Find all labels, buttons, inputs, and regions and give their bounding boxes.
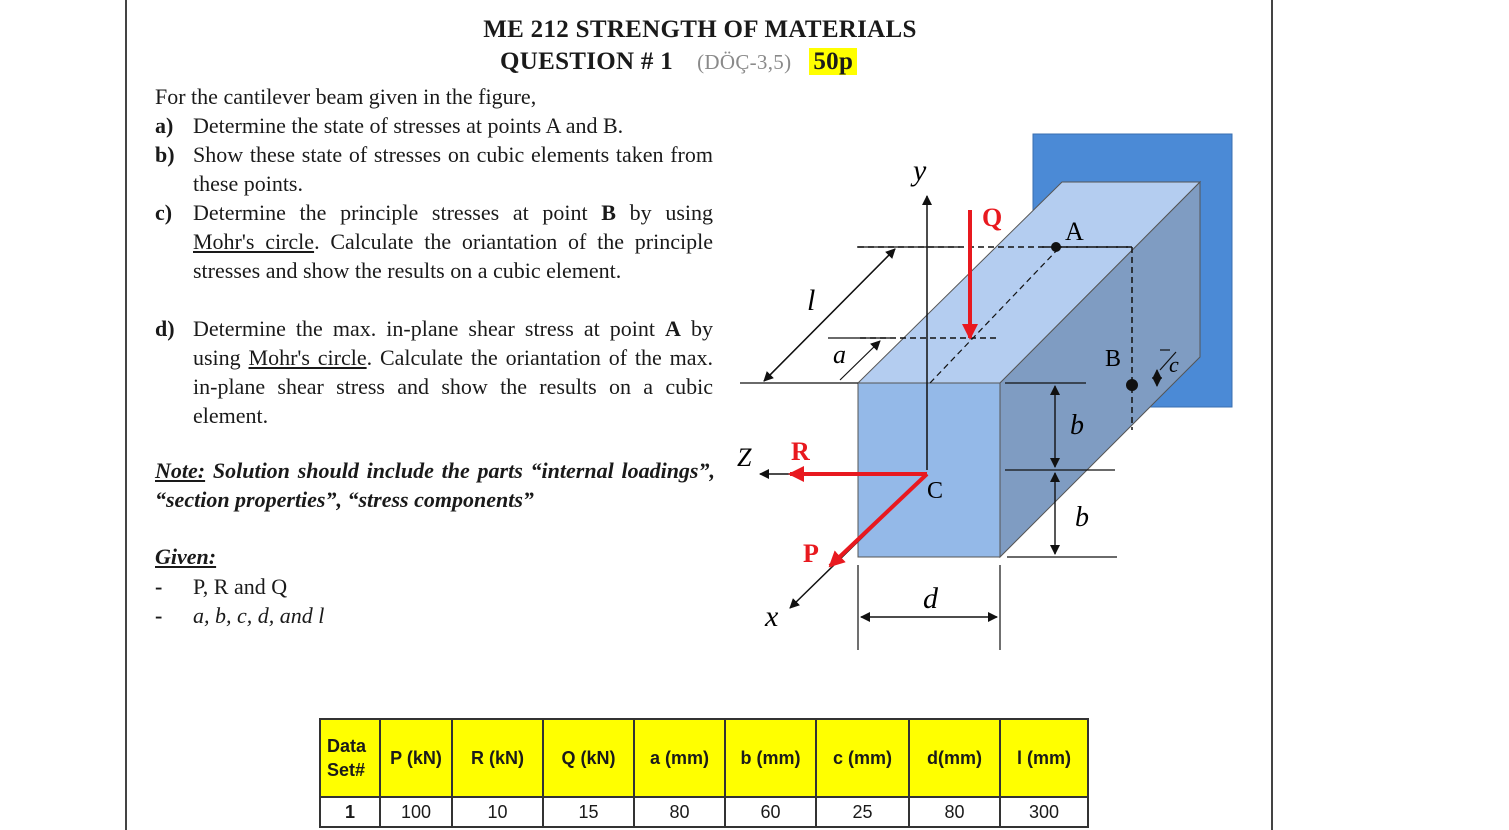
table-cell: 15 xyxy=(543,797,634,827)
table-cell: 100 xyxy=(380,797,452,827)
table-header-cell: Data Set# xyxy=(320,719,380,797)
page-border-right xyxy=(1271,0,1273,830)
task-text: Show these state of stresses on cubic elements taken from these points. xyxy=(193,142,713,196)
table-header-cell: b (mm) xyxy=(725,719,816,797)
table-header-cell: l (mm) xyxy=(1000,719,1088,797)
table-cell: 1 xyxy=(320,797,380,827)
table-header-cell: d(mm) xyxy=(909,719,1000,797)
note-label: Note: xyxy=(155,458,206,483)
table-header-cell: a (mm) xyxy=(634,719,725,797)
mohrs-circle-term: Mohr's circle xyxy=(248,345,367,370)
table-header-cell: Q (kN) xyxy=(543,719,634,797)
table-header-row xyxy=(320,719,1088,797)
page-border-left xyxy=(125,0,127,830)
point-a-label: A xyxy=(1065,217,1084,246)
table-cell: 80 xyxy=(909,797,1000,827)
intro-text: For the cantilever beam given in the figure, xyxy=(155,84,537,109)
table-row xyxy=(320,797,1088,827)
centroid-label: C xyxy=(927,478,944,504)
data-table xyxy=(319,718,1089,828)
task-marker: a) xyxy=(155,113,174,138)
task-marker: d) xyxy=(155,316,175,341)
table-cell: 300 xyxy=(1000,797,1088,827)
table-cell: 80 xyxy=(634,797,725,827)
table-cell: 60 xyxy=(725,797,816,827)
z-axis-label: Z xyxy=(737,443,752,472)
task-marker: b) xyxy=(155,142,175,167)
x-axis-label: x xyxy=(765,600,779,633)
point-a-marker xyxy=(1051,242,1061,252)
mohrs-circle-term: Mohr's circle xyxy=(193,229,315,254)
points-badge: 50p xyxy=(809,48,857,75)
task-text: Determine the principle stresses at point B by using Mohr's circle. Calculate the oriantation of the principle stresses and show the results on a cubic element. xyxy=(193,200,713,283)
task-d xyxy=(155,314,713,430)
task-text: Determine the max. in-plane shear stress at point A by using Mohr's circle. Calculate the oriantation of the max. in-plane shear stress and show the results on a cubic element. xyxy=(193,316,713,428)
b-dimension-label: b xyxy=(1075,502,1089,533)
task-text: Determine the state of stresses at points A and B. xyxy=(193,113,624,138)
point-b-label: B xyxy=(1105,346,1122,372)
load-r-label: R xyxy=(791,437,810,466)
beam-end-face xyxy=(858,383,1000,557)
question-heading xyxy=(500,48,857,76)
outcome-code: (DÖÇ-3,5) xyxy=(697,50,792,74)
a-dimension-label: a xyxy=(833,340,846,369)
solution-note xyxy=(155,456,715,514)
table-cell: 25 xyxy=(816,797,909,827)
load-q-label: Q xyxy=(982,203,1003,232)
y-axis-label: y xyxy=(913,154,927,187)
task-c xyxy=(155,198,713,285)
given-heading: Given: xyxy=(155,544,217,569)
l-dimension-label: l xyxy=(807,284,816,317)
task-marker: c) xyxy=(155,200,173,225)
given-item: - a, b, c, d, and l xyxy=(155,603,325,628)
point-b-marker xyxy=(1126,379,1138,391)
note-text: Solution should include the parts “internal loadings”, “section properties”, “stress components” xyxy=(155,458,715,512)
table-header-cell: P (kN) xyxy=(380,719,452,797)
table-header-cell: c (mm) xyxy=(816,719,909,797)
course-title: ME 212 STRENGTH OF MATERIALS xyxy=(483,16,917,43)
d-dimension-label: d xyxy=(923,582,938,615)
c-dimension-label: c xyxy=(1169,352,1179,377)
task-b xyxy=(155,140,713,198)
table-cell: 10 xyxy=(452,797,543,827)
b-dimension-label: b xyxy=(1070,410,1084,441)
table-header-cell: R (kN) xyxy=(452,719,543,797)
task-a xyxy=(155,111,713,140)
load-p-label: P xyxy=(803,539,819,568)
question-number: QUESTION # 1 xyxy=(500,48,674,75)
given-item: - P, R and Q xyxy=(155,574,288,599)
cantilever-beam-figure xyxy=(720,120,1260,660)
